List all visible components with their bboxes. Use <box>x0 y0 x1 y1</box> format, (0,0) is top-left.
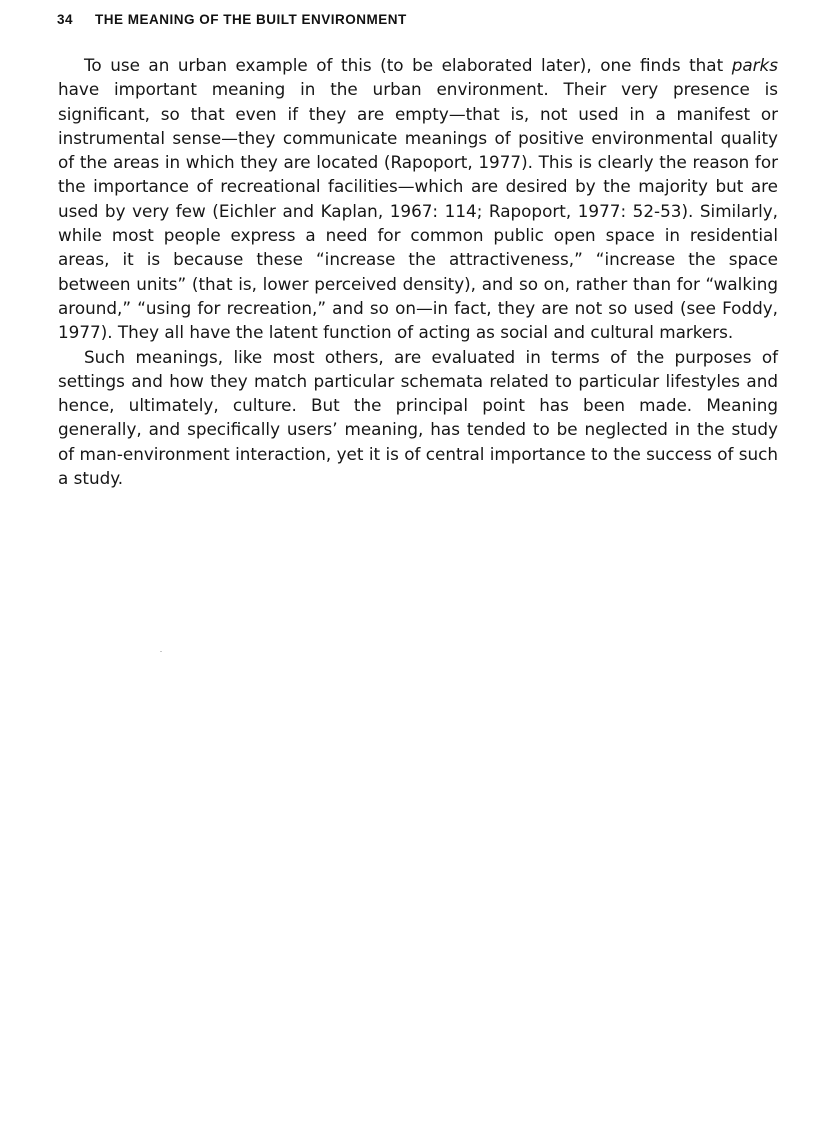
paragraph-meanings: Such meanings, like most others, are evaluated in terms of the purposes of settings and how they match particular schemata related to particular lifestyles and hence, ultimately, culture. But the principal point has been made. Meaning generally, and specifically users’ meaning, has tended to be neglected in the study of man-environment interaction, yet it is of central importance to the success of such a study. <box>58 346 778 489</box>
paragraph-parks <box>58 53 778 345</box>
paragraph-1-text-start: To use an urban example of this (to be elaborated later), one finds that <box>84 55 732 75</box>
paragraph-1-text-rest: have important meaning in the urban environment. Their very presence is significant, so that even if they are empty—that is, not used in a manifest or instrumental sense—they communicate meanings of positive environmental quality of the areas in which they are located (Rapoport, 1977). This is clearly the reason for the importance of recreational facilities—which are desired by the majority but are used by very few (Eichler and Kaplan, 1967: 114; Rapoport, 1977: 52-53). Similarly, while most people express a need for common public open space in residential areas, it is because these “increase the attractiveness,” “increase the space between units” (that is, lower perceived density), and so on, rather than for “walking around,” “using for recreation,” and so on—in fact, they are not so used (see Foddy, 1977). They all have the latent function of acting as social and cultural markers. <box>58 79 778 343</box>
running-head <box>57 12 407 27</box>
scan-speck <box>160 651 162 652</box>
page-number: 34 <box>57 12 74 27</box>
running-title: THE MEANING OF THE BUILT ENVIRONMENT <box>95 12 407 27</box>
emphasis-parks: parks <box>731 55 778 75</box>
body-text <box>58 53 778 490</box>
